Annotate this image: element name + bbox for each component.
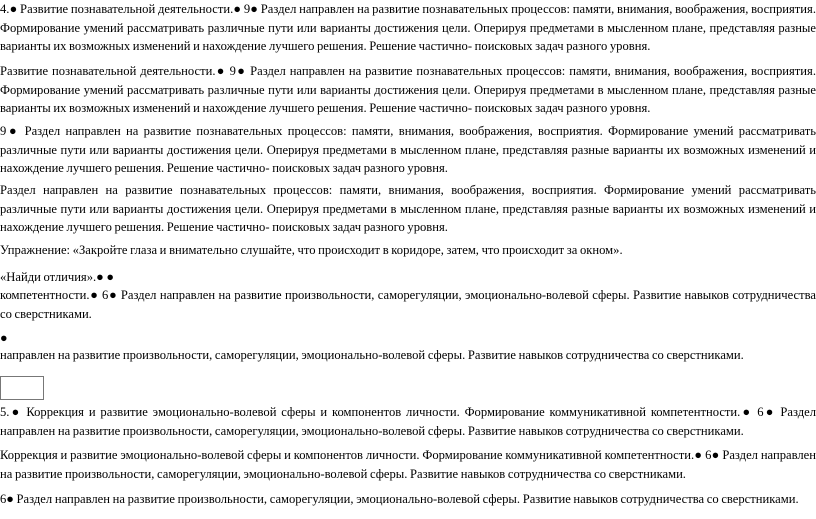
paragraph-development-cognitive-1: 4.● Развитие познавательной деятельности.● 9● Раздел направлен на развитие познавательных процессов: памяти, внимания, воображения, восприятия. Формирование умений рассматривать различные пути или варианты достижения цели. Оперируя предметами в мысленном плане, представляя разные варианты их возможных изменений и нахождение лучшего решения. Решение частично- поисковых задач разного уровня.: [0, 2, 816, 53]
paragraph-section-9: 9● Раздел направлен на развитие познавательных процессов: памяти, внимания, воображения, восприятия. Формирование умений рассматривать различные пути или варианты достижения цели. Оперируя предметами в мысленном плане, представляя разные варианты их возможных изменений и нахождение лучшего решения. Решение частично- поисковых задач разного уровня.: [0, 124, 816, 175]
paragraph-exercise: Упражнение: «Закройте глаза и внимательно слушайте, что происходит в коридоре, затем, что происходит за окном».: [0, 243, 623, 257]
paragraph-section-cognitive: Раздел направлен на развитие познавательных процессов: памяти, внимания, воображения, восприятия. Формирование умений рассматривать различные пути или варианты достижения цели. Оперируя предметами в мысленном плане, представляя разные варианты их возможных изменений и нахождение лучшего решения. Решение частично- поисковых задач разного уровня.: [0, 183, 816, 234]
paragraph-correction: Коррекция и развитие эмоционально-волевой сферы и компонентов личности. Формирование коммуникативной компетентности.● 6● Раздел направлен на развитие произвольности, саморегуляции, эмоционально-волевой сферы. Развитие навыков сотрудничества со сверстниками.: [0, 448, 816, 481]
paragraph-directed-development: направлен на развитие произвольности, саморегуляции, эмоционально-волевой сферы. Развитие навыков сотрудничества со сверстниками.: [0, 348, 744, 362]
paragraph-correction-5: 5.● Коррекция и развитие эмоционально-волевой сферы и компонентов личности. Формирование коммуникативной компетентности.● 6● Раздел направлен на развитие произвольности, саморегуляции, эмоционально-волевой сферы. Развитие навыков сотрудничества со сверстниками.: [0, 405, 816, 438]
paragraph-section-6: 6● Раздел направлен на развитие произвольности, саморегуляции, эмоционально-волевой сферы. Развитие навыков сотрудничества со сверстниками.: [0, 492, 799, 506]
paragraph-development-cognitive-2: Развитие познавательной деятельности.● 9● Раздел направлен на развитие познавательных процессов: памяти, внимания, воображения, восприятия. Формирование умений рассматривать различные пути или варианты достижения цели. Оперируя предметами в мысленном плане, представляя разные варианты их возможных изменений и нахождение лучшего решения. Решение частично- поисковых задач разного уровня.: [0, 64, 816, 115]
paragraph-find-differences: «Найди отличия».● ●: [0, 270, 115, 284]
bullet-icon: ●: [0, 331, 8, 345]
empty-image-placeholder: [0, 376, 44, 400]
paragraph-competence-6: компетентности.● 6● Раздел направлен на развитие произвольности, саморегуляции, эмоционально-волевой сферы. Развитие навыков сотрудничества со сверстниками.: [0, 288, 816, 321]
